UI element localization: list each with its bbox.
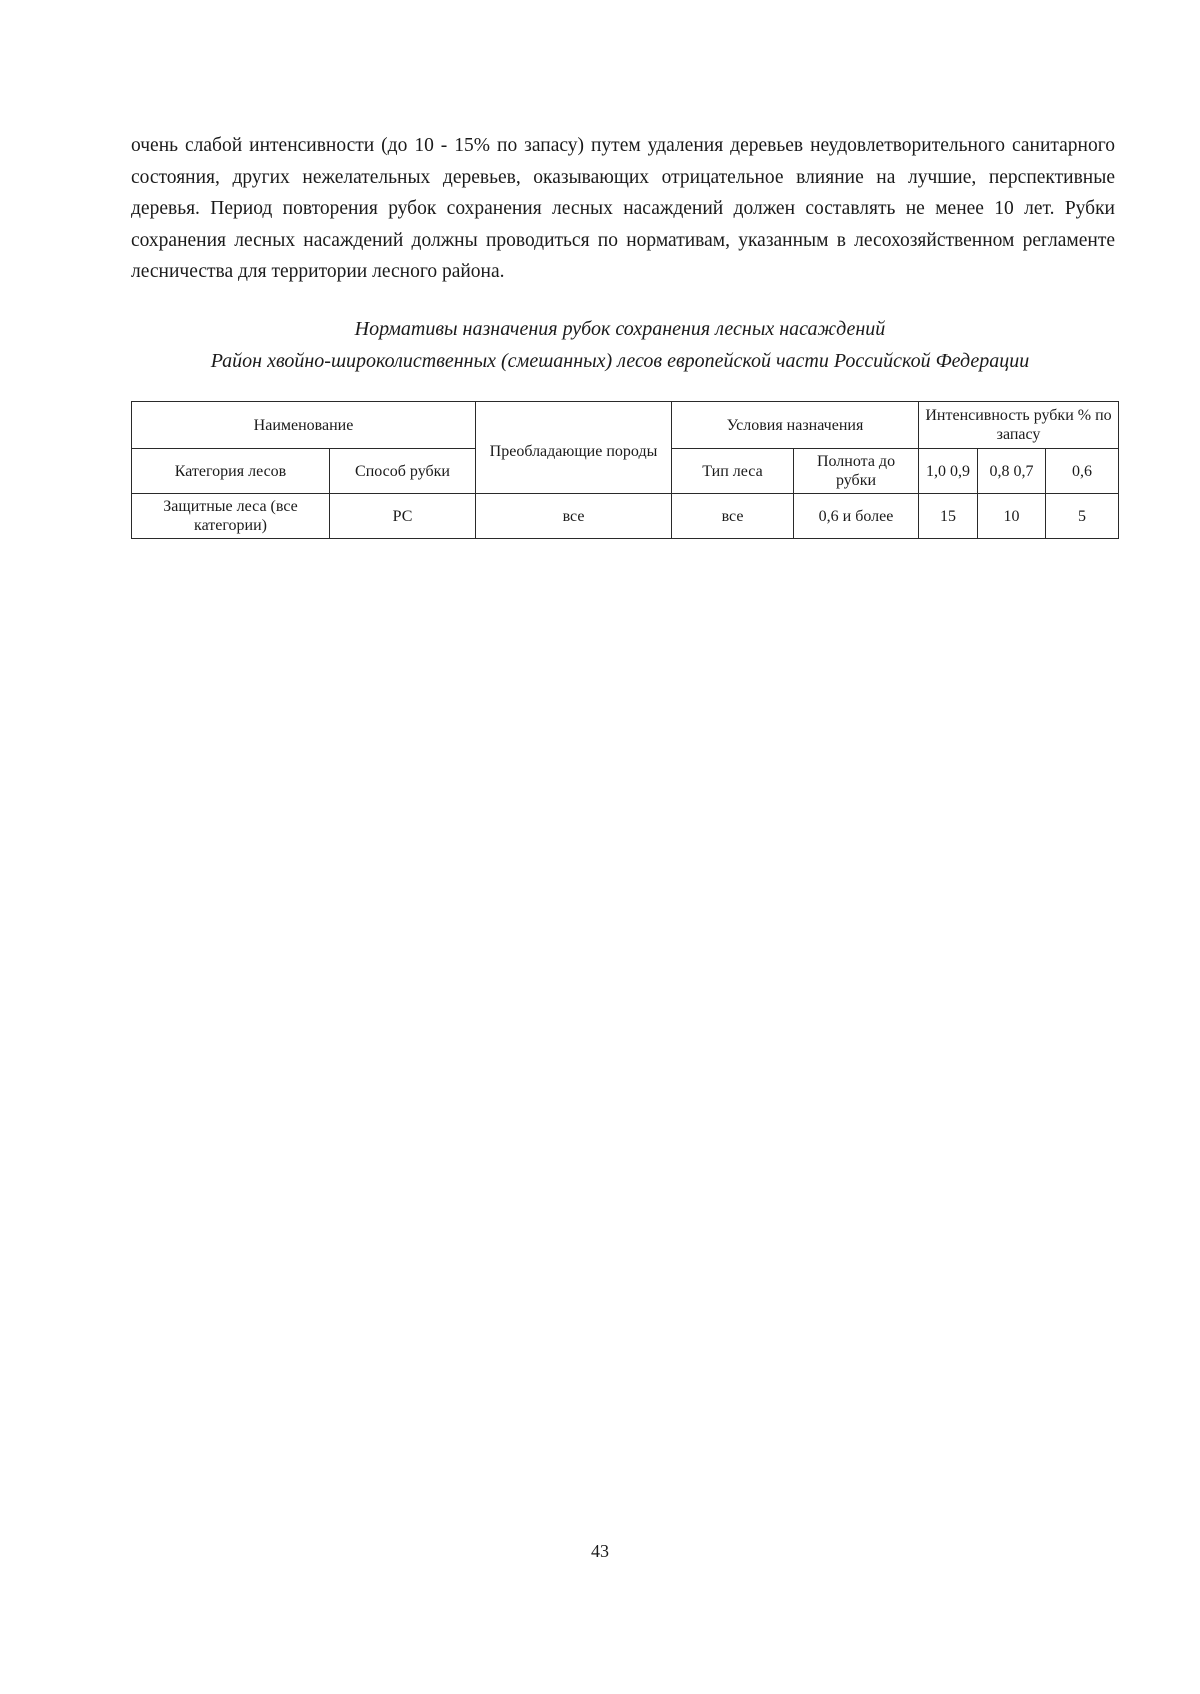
- cell-forest-category: Защитные леса (все категории): [132, 494, 330, 539]
- cell-prevailing-species: все: [476, 494, 672, 539]
- header-name-group: Наименование: [132, 402, 476, 449]
- cell-intensity-2: 10: [978, 494, 1046, 539]
- cell-density-before: 0,6 и более: [794, 494, 919, 539]
- norms-table: [131, 401, 1119, 539]
- header-conditions-group: Условия назначения: [672, 402, 919, 449]
- header-prevailing-species: Преобладающие породы: [476, 402, 672, 494]
- table-header-row-1: [132, 402, 1119, 449]
- table-subtitle: Район хвойно-широколиственных (смешанных) лесов европейской части Российской Федерации: [210, 350, 1030, 372]
- cell-forest-type: все: [672, 494, 794, 539]
- table-title: Нормативы назначения рубок сохранения лесных насаждений: [354, 318, 886, 340]
- header-intensity-group: Интенсивность рубки % по запасу: [919, 402, 1119, 449]
- body-paragraph: очень слабой интенсивности (до 10 - 15% по запасу) путем удаления деревьев неудовлетворительного санитарного состояния, других нежелательных деревьев, оказывающих отрицательное влияние на лучшие, перспективные деревья. Период повторения рубок сохранения лесных насаждений должен составлять не менее 10 лет. Рубки сохранения лесных насаждений должны проводиться по нормативам, указанным в лесохозяйственном регламенте лесничества для территории лесного района.: [131, 135, 1115, 282]
- header-density-before: Полнота до рубки: [794, 449, 919, 494]
- cell-intensity-1: 15: [919, 494, 978, 539]
- header-felling-method: Способ рубки: [330, 449, 476, 494]
- header-forest-category: Категория лесов: [132, 449, 330, 494]
- cell-felling-method: РС: [330, 494, 476, 539]
- header-density-1: 1,0 0,9: [919, 449, 978, 494]
- header-density-3: 0,6: [1046, 449, 1119, 494]
- table-row: [132, 494, 1119, 539]
- page-number: 43: [591, 1541, 609, 1561]
- header-density-2: 0,8 0,7: [978, 449, 1046, 494]
- cell-intensity-3: 5: [1046, 494, 1119, 539]
- header-forest-type: Тип леса: [672, 449, 794, 494]
